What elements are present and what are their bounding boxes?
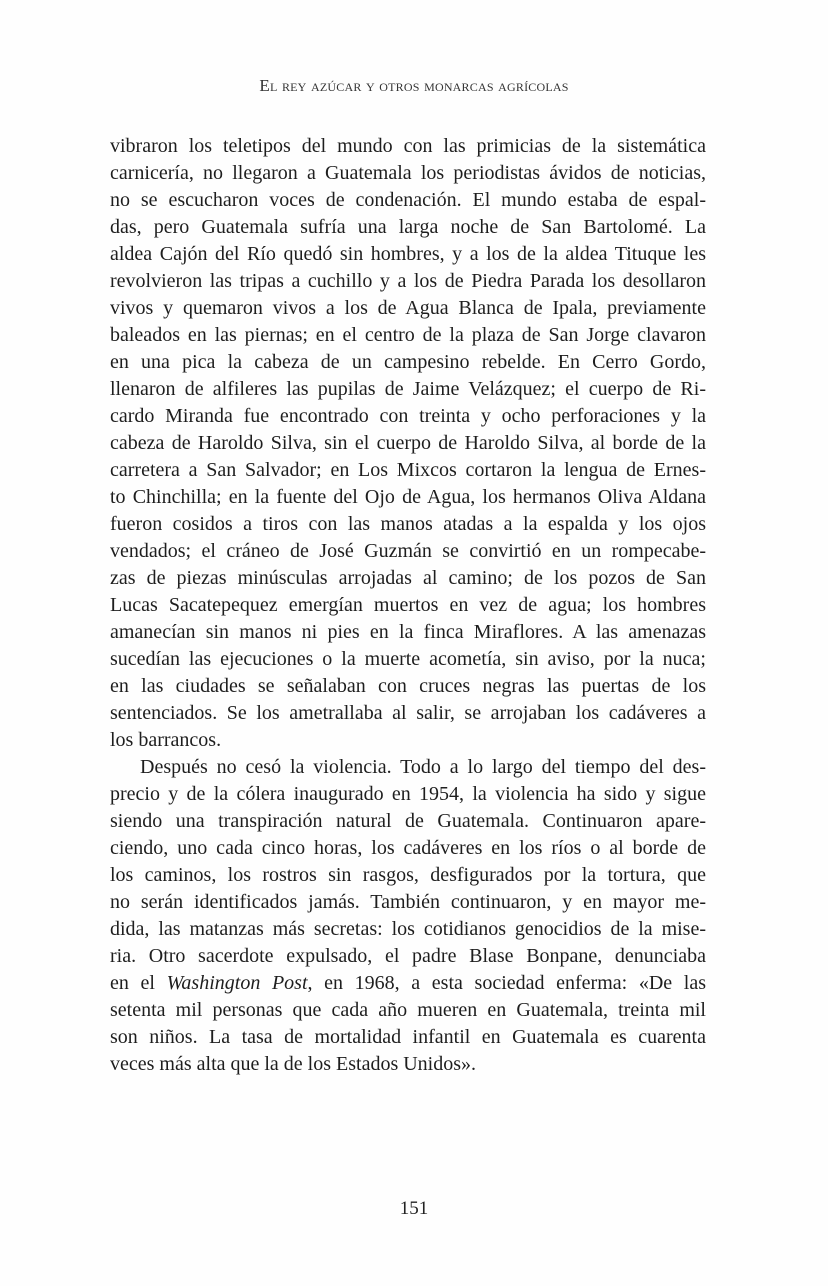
text-line: vivos y quemaron vivos a los de Agua Blanca de Ipala, previamente — [110, 297, 706, 319]
text-line: Lucas Sacatepequez emergían muertos en vez de agua; los hombres — [110, 594, 706, 616]
text-line: siendo una transpiración natural de Guatemala. Continuaron apare- — [110, 810, 706, 832]
text-line: revolvieron las tripas a cuchillo y a los de Piedra Parada los desollaron — [110, 270, 706, 292]
text-line: los caminos, los rostros sin rasgos, desfigurados por la tortura, que — [110, 864, 706, 886]
text-line: no serán identificados jamás. También continuaron, y en mayor me- — [110, 891, 706, 913]
text-line: sucedían las ejecuciones o la muerte acometía, sin aviso, por la nuca; — [110, 648, 706, 670]
text-line: vibraron los teletipos del mundo con las primicias de la sistemática — [110, 135, 706, 157]
text-line: vendados; el cráneo de José Guzmán se convirtió en un rompecabe- — [110, 540, 706, 562]
text-line: fueron cosidos a tiros con las manos atadas a la espalda y los ojos — [110, 513, 706, 535]
body-text — [110, 133, 706, 1078]
text-line: ria. Otro sacerdote expulsado, el padre Blase Bonpane, denunciaba — [110, 945, 706, 967]
text-line: cardo Miranda fue encontrado con treinta y ocho perforaciones y la — [110, 405, 706, 427]
text-line: en las ciudades se señalaban con cruces negras las puertas de los — [110, 675, 706, 697]
text-line — [110, 970, 706, 997]
text-line: llenaron de alfileres las pupilas de Jaime Velázquez; el cuerpo de Ri- — [110, 378, 706, 400]
text-line: dida, las matanzas más secretas: los cotidianos genocidios de la mise- — [110, 918, 706, 940]
running-header: El rey azúcar y otros monarcas agrícolas — [259, 76, 569, 95]
text-line: carnicería, no llegaron a Guatemala los periodistas ávidos de noticias, — [110, 162, 706, 184]
text-line: amanecían sin manos ni pies en la finca Miraflores. A las amenazas — [110, 621, 706, 643]
text-line: carretera a San Salvador; en Los Mixcos cortaron la lengua de Ernes- — [110, 459, 706, 481]
paragraph-1 — [110, 133, 706, 754]
text-line: sentenciados. Se los ametrallaba al salir, se arrojaban los cadáveres a — [110, 702, 706, 724]
text-line: veces más alta que la de los Estados Unidos». — [110, 1053, 477, 1075]
text-line: to Chinchilla; en la fuente del Ojo de Agua, los hermanos Oliva Aldana — [110, 486, 706, 508]
newspaper-title: Washington Post — [166, 972, 308, 994]
text-line: precio y de la cólera inaugurado en 1954, la violencia ha sido y sigue — [110, 783, 706, 805]
text-segment: en el — [110, 972, 167, 994]
text-line: baleados en las piernas; en el centro de la plaza de San Jorge clavaron — [110, 324, 706, 346]
text-line: cabeza de Haroldo Silva, sin el cuerpo de Haroldo Silva, al borde de la — [110, 432, 706, 454]
text-line: no se escucharon voces de condenación. El mundo estaba de espal- — [110, 189, 706, 211]
text-line: Después no cesó la violencia. Todo a lo largo del tiempo del des- — [140, 756, 706, 778]
text-line: zas de piezas minúsculas arrojadas al camino; de los pozos de San — [110, 567, 706, 589]
text-line: son niños. La tasa de mortalidad infantil en Guatemala es cuarenta — [110, 1026, 706, 1048]
paragraph-2 — [110, 754, 706, 970]
text-line: en una pica la cabeza de un campesino rebelde. En Cerro Gordo, — [110, 351, 706, 373]
text-line: ciendo, uno cada cinco horas, los cadáveres en los ríos o al borde de — [110, 837, 706, 859]
text-line: setenta mil personas que cada año mueren en Guatemala, treinta mil — [110, 999, 706, 1021]
text-segment: , en 1968, a esta sociedad enferma: «De las — [307, 972, 706, 994]
text-line: das, pero Guatemala sufría una larga noche de San Bartolomé. La — [110, 216, 706, 238]
text-line: aldea Cajón del Río quedó sin hombres, y a los de la aldea Tituque les — [110, 243, 706, 265]
paragraph-2-end — [110, 997, 706, 1078]
page-number: 151 — [399, 1198, 429, 1219]
text-line: los barrancos. — [110, 729, 222, 751]
